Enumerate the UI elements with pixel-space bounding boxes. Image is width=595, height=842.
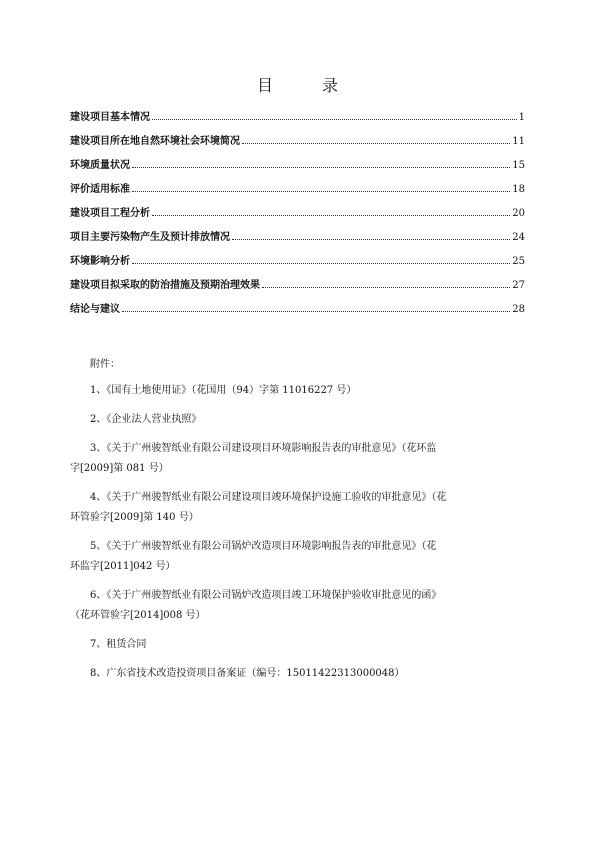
toc-entry-page: 1: [518, 112, 525, 123]
toc-entry-label: 结论与建议: [70, 304, 120, 315]
attachment-text-continued: （花环管验字[2014]008 号）: [70, 610, 206, 621]
toc-entry-page: 24: [512, 232, 525, 243]
toc-leader-dots: [122, 310, 510, 312]
toc-leader-dots: [132, 262, 510, 264]
toc-leader-dots: [132, 166, 510, 168]
attachment-item: [70, 490, 525, 525]
toc-entry-page: 15: [512, 160, 525, 171]
attachment-item: [70, 539, 525, 574]
toc-entry-page: 20: [512, 208, 525, 219]
toc-leader-dots: [132, 190, 510, 192]
attachment-text: 5、《关于广州骏智纸业有限公司锅炉改造项目环境影响报告表的审批意见》（花: [90, 541, 437, 552]
table-of-contents: [70, 110, 525, 326]
toc-leader-dots: [232, 238, 510, 240]
toc-entry-label: 建设项目基本情况: [70, 112, 150, 123]
attachment-text-continued: 环监字[2011]042 号）: [70, 561, 176, 572]
toc-entry[interactable]: [70, 110, 525, 134]
toc-entry[interactable]: [70, 254, 525, 278]
toc-entry[interactable]: [70, 278, 525, 302]
toc-leader-dots: [152, 118, 517, 120]
page-title: 目 录: [256, 76, 361, 95]
toc-entry[interactable]: [70, 134, 525, 158]
toc-entry-label: 建设项目拟采取的防治措施及预期治理效果: [70, 280, 260, 291]
toc-entry-label: 建设项目所在地自然环境社会环境简况: [70, 136, 240, 147]
attachment-text: 3、《关于广州骏智纸业有限公司建设项目环境影响报告表的审批意见》（花环监: [90, 443, 437, 454]
attachment-item: [70, 666, 525, 681]
attachment-text-continued: 环管验字[2009]第 140 号）: [70, 512, 199, 523]
attachment-item: [70, 441, 525, 476]
attachment-text: 7、租赁合同: [90, 639, 147, 650]
attachments-section: [70, 357, 525, 695]
toc-entry-page: 25: [512, 256, 525, 267]
toc-entry-label: 环境影响分析: [70, 256, 130, 267]
attachment-text: 1、《国有土地使用证》（花国用（94）字第 11016227 号）: [90, 385, 357, 396]
toc-entry-label: 评价适用标准: [70, 184, 130, 195]
attachment-item: [70, 637, 525, 652]
toc-entry[interactable]: [70, 182, 525, 206]
attachment-item: [70, 588, 525, 623]
toc-entry-page: 18: [512, 184, 525, 195]
toc-leader-dots: [262, 286, 510, 288]
toc-leader-dots: [152, 214, 510, 216]
attachment-text: 6、《关于广州骏智纸业有限公司锅炉改造项目竣工环境保护验收审批意见的函》: [90, 590, 442, 601]
toc-entry-label: 建设项目工程分析: [70, 208, 150, 219]
attachment-text: 8、广东省技术改造投资项目备案证（编号：15011422313000048）: [90, 668, 405, 679]
toc-entry[interactable]: [70, 230, 525, 254]
attachment-text: 2、《企业法人营业执照》: [90, 414, 202, 425]
attachments-heading: 附件：: [90, 359, 120, 370]
attachment-item: [70, 383, 525, 398]
toc-entry-label: 项目主要污染物产生及预计排放情况: [70, 232, 230, 243]
toc-entry[interactable]: [70, 158, 525, 182]
toc-entry[interactable]: [70, 302, 525, 326]
attachment-item: [70, 412, 525, 427]
toc-entry[interactable]: [70, 206, 525, 230]
toc-entry-page: 28: [512, 304, 525, 315]
toc-entry-page: 11: [512, 136, 525, 147]
toc-entry-page: 27: [512, 280, 525, 291]
toc-leader-dots: [242, 142, 510, 144]
attachment-text-continued: 字[2009]第 081 号）: [70, 463, 169, 474]
toc-entry-label: 环境质量状况: [70, 160, 130, 171]
attachment-text: 4、《关于广州骏智纸业有限公司建设项目竣环境保护设施工验收的审批意见》（花: [90, 492, 447, 503]
